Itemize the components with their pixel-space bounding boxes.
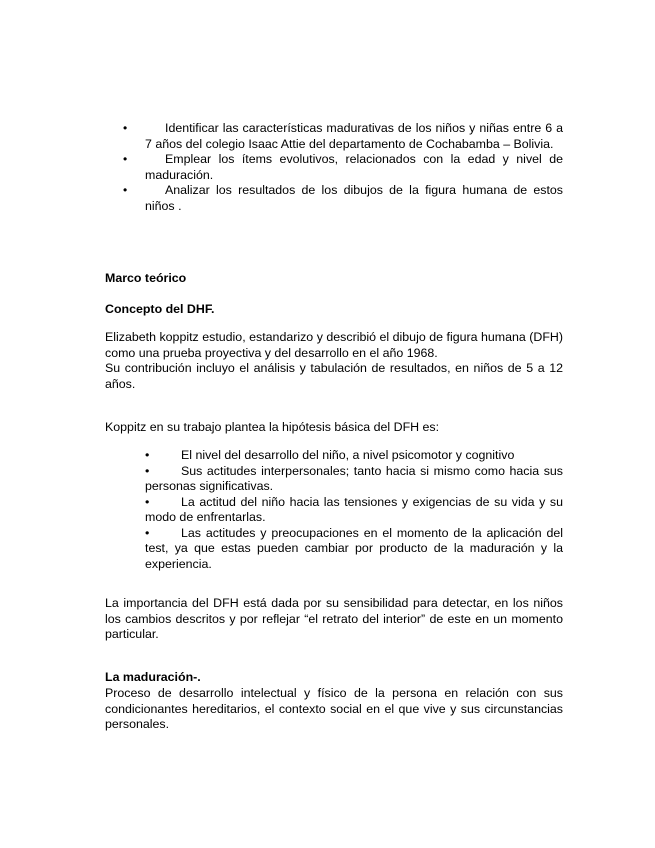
hypothesis-text: La actitud del niño hacia las tensiones y exigencias de su vida y su modo de enfrentarlas. [145,494,563,524]
bullet-icon: • [145,463,150,478]
concepto-text-1: Elizabeth koppitz estudio, estandarizo y describió el dibujo de figura humana (DFH) como una prueba proyectiva y del desarrollo en el año 1968. [105,330,563,360]
bullet-icon: • [123,121,128,135]
list-item [145,464,563,495]
concepto-paragraph [105,330,563,392]
concepto-heading: Concepto del DHF. [105,302,215,316]
hypothesis-text: Sus actitudes interpersonales; tanto hacia si mismo como hacia sus personas significativas. [145,463,563,493]
objective-text: Emplear los ítems evolutivos, relacionados con la edad y nivel de maduración. [145,152,563,182]
maduracion-heading: La maduración-. [105,670,201,684]
list-item [145,526,563,573]
hypothesis-text: Las actitudes y preocupaciones en el momento de la aplicación del test, ya que estas pueden cambiar por producto de la maduración y la experiencia. [145,525,563,571]
list-item [105,121,563,152]
bullet-icon: • [145,494,150,509]
bullet-icon: • [145,525,150,540]
marco-teorico-heading: Marco teórico [105,271,187,285]
list-item [105,152,563,183]
objective-text: Analizar los resultados de los dibujos de la figura humana de estos niños . [145,183,563,213]
list-item [145,495,563,526]
objective-text: Identificar las características madurativas de los niños y niñas entre 6 a 7 años del colegio Isaac Attie del departamento de Cochabamba – Bolivia. [145,121,563,151]
koppitz-intro: Koppitz en su trabajo plantea la hipótesis básica del DFH es: [105,420,440,434]
concepto-text-2: Su contribución incluyo el análisis y tabulación de resultados, en niños de 5 a 12 años. [105,361,563,391]
bullet-icon: • [123,152,128,166]
hypothesis-list [145,448,563,572]
maduracion-paragraph: Proceso de desarrollo intelectual y físico de la persona en relación con sus condicionantes hereditarios, el contexto social en el que vive y sus circunstancias personales. [105,686,563,731]
bullet-icon: • [123,183,128,197]
objectives-list [105,121,563,214]
list-item [105,183,563,214]
bullet-icon: • [145,448,150,462]
hypothesis-text: El nivel del desarrollo del niño, a nivel psicomotor y cognitivo [181,448,515,462]
importancia-paragraph: La importancia del DFH está dada por su sensibilidad para detectar, en los niños los cambios descritos y por reflejar “el retrato del interior” de este en un momento particular. [105,596,563,641]
list-item [145,448,563,464]
